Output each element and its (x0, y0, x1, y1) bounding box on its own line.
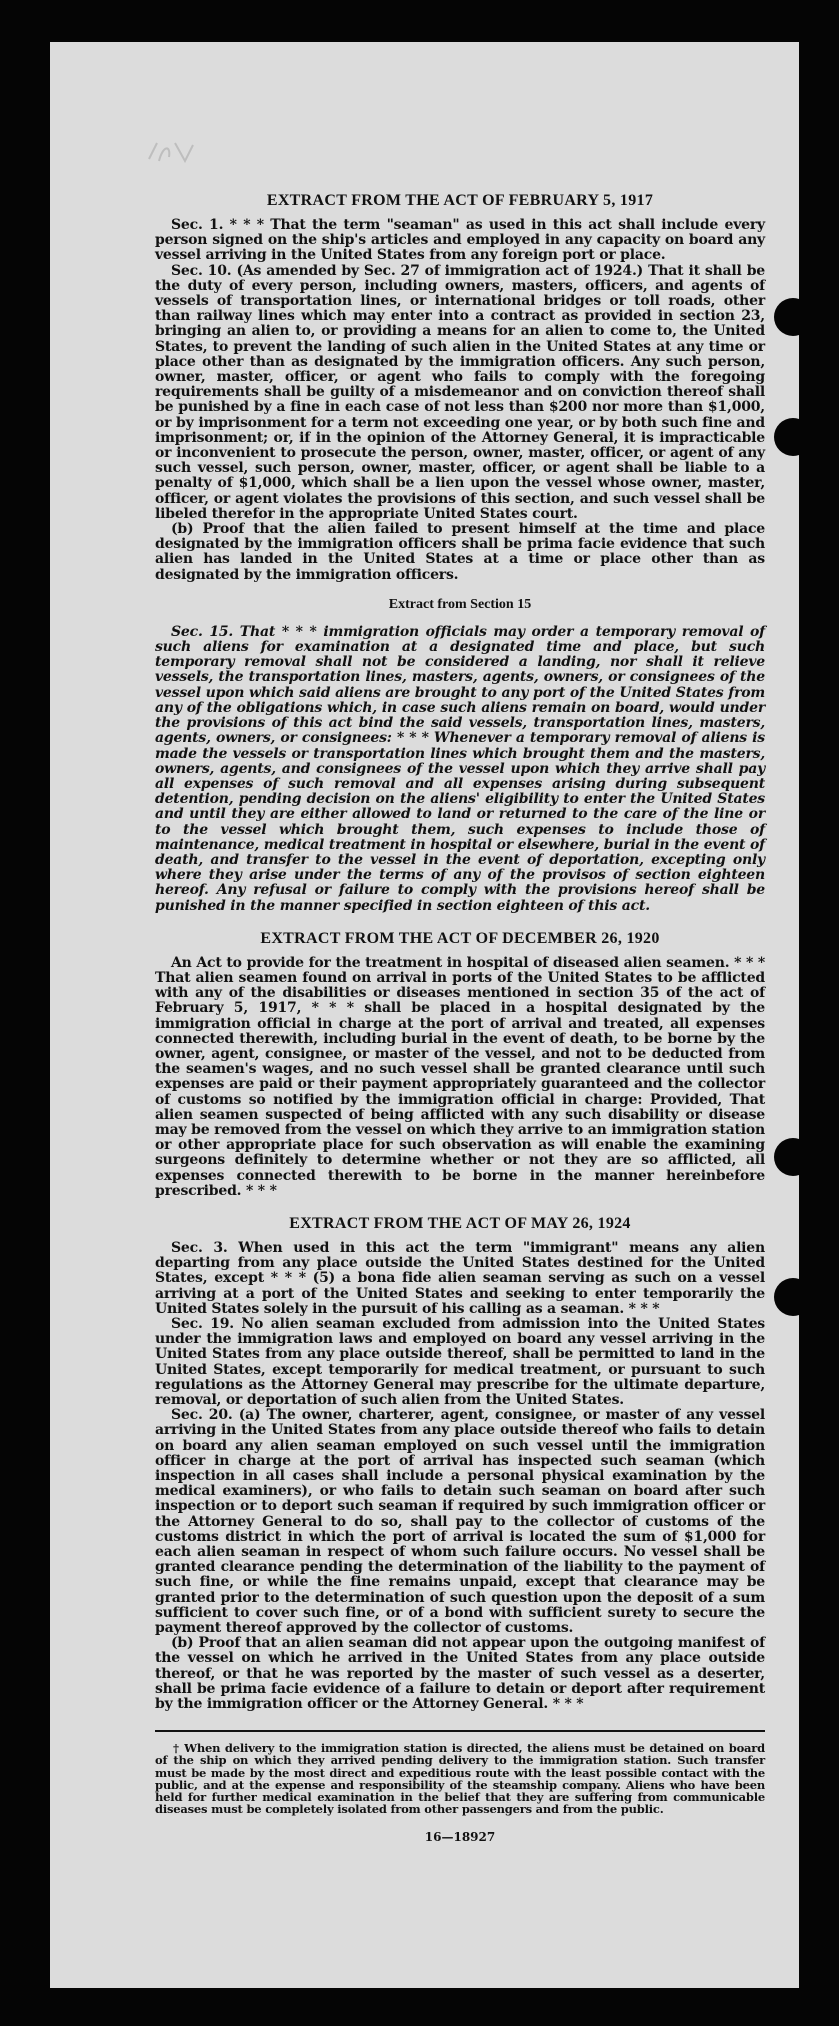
paragraph-sec-20-b: (b) Proof that an alien seaman did not appear upon the outgoing manifest of the vessel on which he arrived in the United States from any place outside thereof, or that he was reported by the master of such vessel as a deserter, shall be prima facie evidence of a failure to detain or deport after requirement by the immigration officer or the Attorney General. * * * (155, 1635, 765, 1713)
punch-hole (774, 1278, 799, 1316)
paragraph-sec-20-a: Sec. 20. (a) The owner, charterer, agent, consignee, or master of any vessel arriving in the United States from any place outside thereof who fails to detain on board any alien seaman employed on such vessel until the immigration officer in charge at the port of arrival has inspected such seaman (which inspection in all cases shall include a personal physical examination by the medical examiners), or who fails to detain such seaman on board after such inspection or to deport such seaman if required by such immigration officer or the Attorney General to do so, shall pay to the collector of customs of the customs district in which the port of arrival is located the sum of $1,000 for each alien seaman in respect of whom such failure occurs. No vessel shall be granted clearance pending the determination of the liability to the payment of such fine, or while the fine remains unpaid, except that clearance may be granted prior to the determination of such question upon the deposit of a sum sufficient to cover such fine, or of a bond with sufficient surety to secure the payment thereof approved by the collector of customs. (155, 1407, 765, 1637)
paragraph-sec-10-b: (b) Proof that the alien failed to present himself at the time and place designated by the immigration officers shall be prima facie evidence that such alien has landed in the United States at a time or place other than as designated by the immigration officers. (155, 521, 765, 583)
footnote: † When delivery to the immigration station is directed, the aliens must be detained on board of the ship on which they arrived pending delivery to the immigration station. Such transfer must be made by the most direct and expeditious route with the least possible contact with the public, and at the expense and responsibility of the steamship company. Aliens who have been held for further medical examination in the belief that they are suffering from communicable diseases must be completely isolated from other passengers and from the public. (155, 1741, 765, 1817)
document-body (155, 192, 765, 1844)
footnote-divider (155, 1730, 765, 1732)
paragraph-sec-19: Sec. 19. No alien seaman excluded from admission into the United States under the immigration laws and employed on board any vessel arriving in the United States from any place outside thereof, shall be permitted to land in the United States, except temporarily for medical treatment, or pursuant to such regulations as the Attorney General may prescribe for the ultimate departure, removal, or deportation of such alien from the United States. (155, 1316, 765, 1409)
paragraph-sec-10: Sec. 10. (As amended by Sec. 27 of immigration act of 1924.) That it shall be the duty of every person, including owners, masters, officers, and agents of vessels of transportation lines, or international bridges or toll roads, other than railway lines which may enter into a contract as provided in section 23, bringing an alien to, or providing a means for an alien to come to, the United States, to prevent the landing of such alien in the United States at any time or place other than as designated by the immigration officers. Any such person, owner, master, officer, or agent who fails to comply with the foregoing requirements shall be guilty of a misdemeanor and on conviction thereof shall be punished by a fine in each case of not less than $200 nor more than $1,000, or by imprisonment for a term not exceeding one year, or by both such fine and imprisonment; or, if in the opinion of the Attorney General, it is impracticable or inconvenient to prosecute the person, owner, master, officer, or agent of any such vessel, such person, owner, master, officer, or agent shall be liable to a penalty of $1,000, which shall be a lien upon the vessel whose owner, master, officer, or agent violates the provisions of this section, and such vessel shall be libeled therefor in the appropriate United States court. (155, 262, 765, 522)
paragraph-act-1920: An Act to provide for the treatment in hospital of diseased alien seamen. * * * That alien seamen found on arrival in ports of the United States to be afflicted with any of the disabilities or diseases mentioned in section 35 of the act of February 5, 1917, * * * shall be placed in a hospital designated by the immigration official in charge at the port of arrival and treated, all expenses connected therewith, including burial in the event of death, to be borne by the owner, agent, consignee, or master of the vessel, and not to be deducted from the seamen's wages, and no such vessel shall be granted clearance until such expenses are paid or their payment appropriately guaranteed and the collector of customs so notified by the immigration official in charge: Provided, That alien seamen suspected of being afflicted with any such disability or disease may be removed from the vessel on which they arrive to an immigration station or other appropriate place for such observation as will enable the examining surgeons definitely to determine whether or not they are so afflicted, all expenses connected therewith to be borne in the manner hereinbefore prescribed. * * * (155, 954, 765, 1199)
document-page (50, 42, 799, 1988)
punch-hole (774, 1138, 799, 1176)
heading-act-1920: EXTRACT FROM THE ACT OF DECEMBER 26, 1920 (260, 929, 660, 947)
heading-section-15: Extract from Section 15 (388, 596, 532, 612)
punch-hole (774, 298, 799, 336)
print-code: 16—18927 (424, 1829, 496, 1844)
pencil-mark (145, 137, 205, 167)
paragraph-sec-1: Sec. 1. * * * That the term "seaman" as used in this act shall include every person signed on the ship's articles and employed in any capacity on board any vessel arriving in the United States from any foreign port or place. (155, 217, 765, 264)
heading-act-1924: EXTRACT FROM THE ACT OF MAY 26, 1924 (289, 1214, 631, 1232)
paragraph-sec-15: Sec. 15. That * * * immigration officials may order a temporary removal of such aliens for examination at a designated time and place, but such temporary removal shall not be considered a landing, nor shall it relieve vessels, the transportation lines, masters, agents, owners, or consignees of the vessel upon which said aliens are brought to any port of the United States from any of the obligations which, in case such aliens remain on board, would under the provisions of this act bind the said vessels, transportation lines, masters, agents, owners, or consignees: * * * Whenever a temporary removal of aliens is made the vessels or transportation lines which brought them and the masters, owners, agents, and consignees of the vessel upon which they arrive shall pay all expenses of such removal and all expenses arising during subsequent detention, pending decision on the aliens' eligibility to enter the United States and until they are either allowed to land or returned to the care of the line or to the vessel which brought them, such expenses to include those of maintenance, medical treatment in hospital or elsewhere, burial in the event of death, and transfer to the vessel in the event of deportation, excepting only where they arise under the terms of any of the provisos of section eighteen hereof. Any refusal or failure to comply with the provisions hereof shall be punished in the manner specified in section eighteen of this act. (155, 623, 765, 914)
paragraph-sec-3: Sec. 3. When used in this act the term "immigrant" means any alien departing from any place outside the United States destined for the United States, except * * * (5) a bona fide alien seaman serving as such on a vessel arriving at a port of the United States and seeking to enter temporarily the United States solely in the pursuit of his calling as a seaman. * * * (155, 1239, 765, 1317)
heading-act-1917: EXTRACT FROM THE ACT OF FEBRUARY 5, 1917 (266, 192, 654, 209)
punch-hole (774, 418, 799, 456)
